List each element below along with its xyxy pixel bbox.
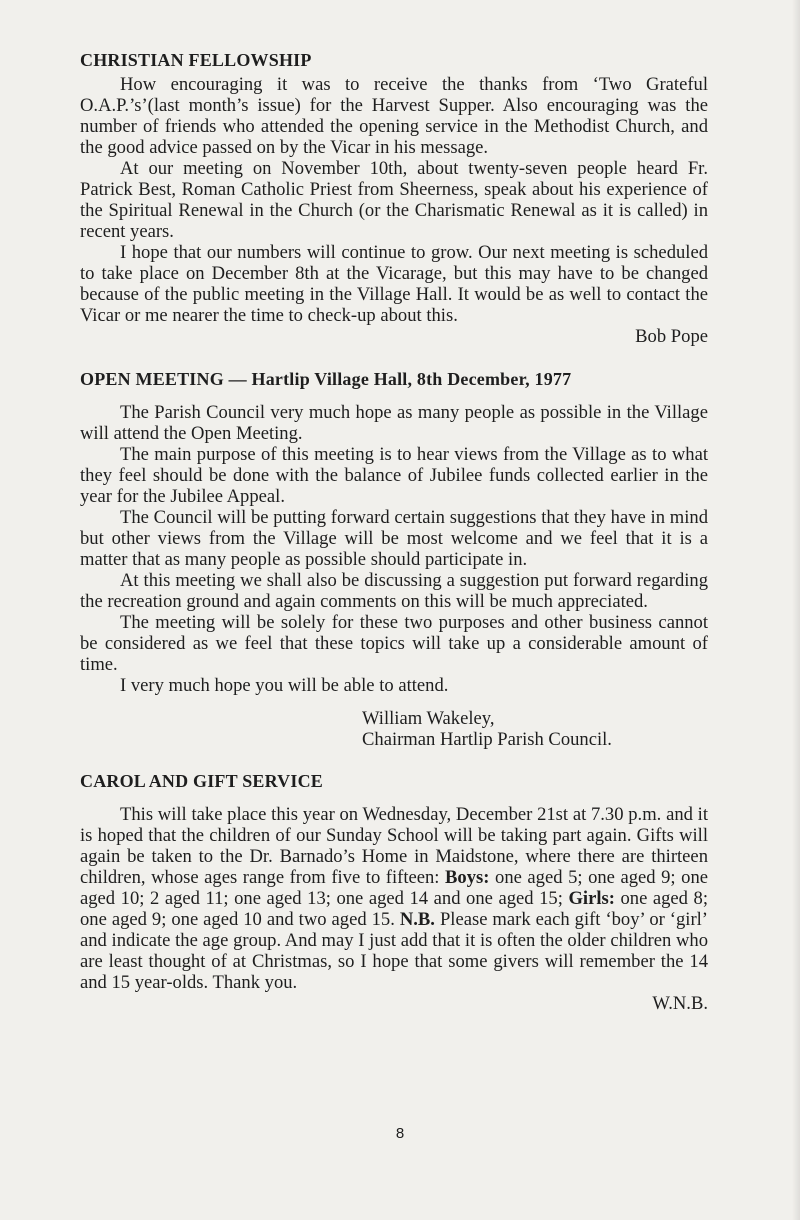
carol-paragraph xyxy=(80,804,708,993)
carol-gift-service-section xyxy=(80,771,708,1014)
open-meeting-paragraph-1: The Parish Council very much hope as many people as possible in the Village will attend the Open Meeting. xyxy=(80,402,708,444)
open-meeting-paragraph-2: The main purpose of this meeting is to hear views from the Village as to what they feel should be done with the balance of Jubilee funds collected earlier in the year for the Jubilee Appeal. xyxy=(80,444,708,507)
open-meeting-signature-title: Chairman Hartlip Parish Council. xyxy=(362,729,612,750)
carol-signature: W.N.B. xyxy=(652,993,708,1014)
open-meeting-paragraph-4: At this meeting we shall also be discussing a suggestion put forward regarding the recreation ground and again comments on this will be much appreciated. xyxy=(80,570,708,612)
carol-gift-service-heading: CAROL AND GIFT SERVICE xyxy=(80,771,323,791)
page-edge-shadow xyxy=(792,0,800,1220)
carol-text-part-1: This will take place this year on Wednesday, December 21st at 7.30 p.m. and it is hoped that the children of our Sunday School will be taking part again. Gifts will again be taken to the Dr. Barnado’s Home in Maidstone, where there are thirteen children, whose ages range from five to fifteen: xyxy=(80,804,708,888)
christian-fellowship-heading: CHRISTIAN FELLOWSHIP xyxy=(80,50,312,70)
boys-label: Boys: xyxy=(445,867,490,888)
fellowship-paragraph-1: How encouraging it was to receive the thanks from ‘Two Grateful O.A.P.’s’(last month’s issue) for the Harvest Supper. Also encouraging was the number of friends who attended the opening service in the Methodist Church, and the good advice passed on by the Vicar in his message. xyxy=(80,74,708,158)
open-meeting-signature-name: William Wakeley, xyxy=(362,708,495,729)
open-meeting-heading: OPEN MEETING — Hartlip Village Hall, 8th December, 1977 xyxy=(80,369,572,389)
christian-fellowship-section xyxy=(80,50,708,347)
nb-label: N.B. xyxy=(399,909,435,930)
open-meeting-paragraph-3: The Council will be putting forward certain suggestions that they have in mind but other views from the Village will be most welcome and we feel that it is a matter that as many people as possible should participate in. xyxy=(80,507,708,570)
girls-label: Girls: xyxy=(568,888,615,909)
carol-text-part-3: one aged 8; one aged 9; one aged 10 and two aged 15. xyxy=(80,888,708,930)
newsletter-page xyxy=(80,50,708,1014)
fellowship-paragraph-3: I hope that our numbers will continue to grow. Our next meeting is scheduled to take place on December 8th at the Vicarage, but this may have to be changed because of the public meeting in the Village Hall. It would be as well to contact the Vicar or me nearer the time to check-up about this. xyxy=(80,242,708,326)
open-meeting-section xyxy=(80,369,708,750)
open-meeting-paragraph-6: I very much hope you will be able to attend. xyxy=(120,675,449,696)
open-meeting-paragraph-5: The meeting will be solely for these two purposes and other business cannot be considered as we feel that these topics will take up a considerable amount of time. xyxy=(80,612,708,675)
page-number: 8 xyxy=(395,1125,405,1142)
carol-text-part-4: Please mark each gift ‘boy’ or ‘girl’ and indicate the age group. And may I just add that it is often the older children who are least thought of at Christmas, so I hope that some givers will remember the 14 and 15 year-olds. Thank you. xyxy=(80,909,708,993)
fellowship-signature: Bob Pope xyxy=(635,326,708,347)
carol-text-part-2: one aged 5; one aged 9; one aged 10; 2 aged 11; one aged 13; one aged 14 and one aged 15; xyxy=(80,867,709,909)
fellowship-paragraph-2: At our meeting on November 10th, about twenty-seven people heard Fr. Patrick Best, Roman Catholic Priest from Sheerness, speak about his experience of the Spiritual Renewal in the Church (or the Charismatic Renewal as it is called) in recent years. xyxy=(80,158,708,242)
